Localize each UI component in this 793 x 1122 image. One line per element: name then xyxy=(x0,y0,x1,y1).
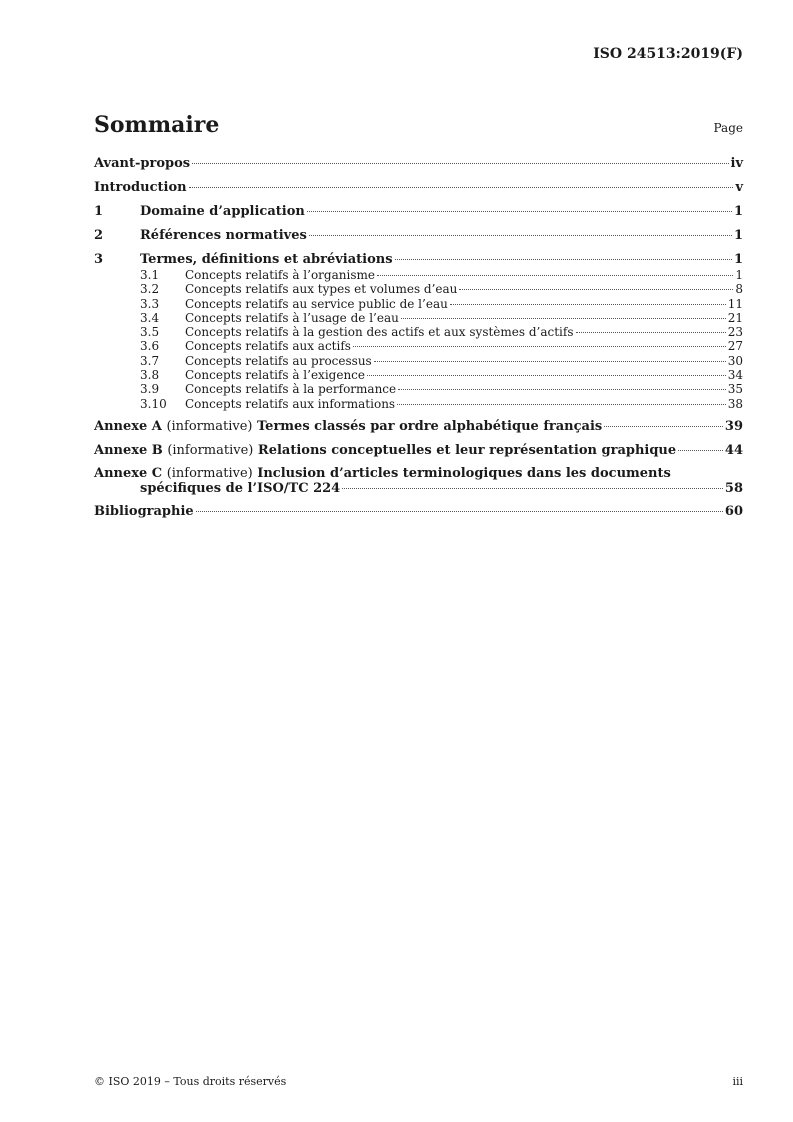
dot-leader xyxy=(374,361,726,362)
dot-leader xyxy=(192,163,728,164)
annex-kind: (informative) xyxy=(167,442,254,458)
subsection-list xyxy=(94,268,743,411)
toc-entry-number: 3 xyxy=(94,252,104,267)
annex-label xyxy=(94,442,676,459)
toc-subsection[interactable] xyxy=(94,397,743,411)
dot-leader xyxy=(342,488,723,489)
subsection-page: 23 xyxy=(727,325,743,340)
subsection-page: 21 xyxy=(727,310,743,325)
title-row xyxy=(94,112,743,138)
annex-label-line2 xyxy=(94,481,743,496)
toc-subsection[interactable] xyxy=(94,297,743,311)
dot-leader xyxy=(398,389,726,390)
dot-leader xyxy=(450,304,726,305)
toc-entry-label: Bibliographie xyxy=(94,503,194,519)
subsection-page: 1 xyxy=(735,268,743,282)
toc-entry-page: iv xyxy=(730,156,743,171)
dot-leader xyxy=(353,346,726,347)
toc-entry-scope[interactable] xyxy=(94,203,743,220)
toc-entry-label: Domaine d’application xyxy=(140,204,305,219)
table-of-contents xyxy=(94,155,743,527)
toc-entry-introduction[interactable] xyxy=(94,179,743,196)
subsection-number: 3.1 xyxy=(140,268,160,282)
toc-entry-page: 58 xyxy=(724,480,743,496)
subsection-number: 3.5 xyxy=(140,325,160,340)
dot-leader xyxy=(459,289,733,290)
dot-leader xyxy=(678,450,723,451)
toc-entry-page: 1 xyxy=(733,252,743,267)
toc-subsection[interactable] xyxy=(94,354,743,368)
toc-entry-label: Introduction xyxy=(94,180,187,195)
subsection-label: Concepts relatifs à la performance xyxy=(185,382,397,397)
subsection-number: 3.2 xyxy=(140,282,160,297)
toc-entry-page: 1 xyxy=(733,228,743,243)
toc-entry-page: 39 xyxy=(724,418,743,434)
dot-leader xyxy=(377,275,733,276)
subsection-label: Concepts relatifs aux informations xyxy=(185,396,396,411)
dot-leader xyxy=(196,511,723,512)
toc-entry-page: 60 xyxy=(724,503,743,519)
dot-leader xyxy=(397,404,726,405)
subsection-label: Concepts relatifs à l’usage de l’eau xyxy=(185,310,399,325)
page-column-label: Page xyxy=(713,121,743,135)
toc-entry-number: 2 xyxy=(94,228,104,243)
subsection-number: 3.8 xyxy=(140,368,160,383)
toc-entry-bibliography[interactable] xyxy=(94,503,743,520)
subsection-label: Concepts relatifs au processus xyxy=(185,353,372,368)
annex-prefix: Annexe C xyxy=(94,465,163,481)
toc-subsection[interactable] xyxy=(94,339,743,353)
subsection-page: 11 xyxy=(727,296,743,311)
dot-leader xyxy=(367,375,726,376)
subsection-page: 34 xyxy=(727,368,743,383)
subsection-number: 3.9 xyxy=(140,382,160,397)
toc-entry-label: Références normatives xyxy=(140,228,307,243)
subsection-label: Concepts relatifs à la gestion des actifs et aux systèmes d’actifs xyxy=(185,325,574,340)
toc-subsection[interactable] xyxy=(94,268,743,282)
dot-leader xyxy=(576,332,726,333)
toc-subsection[interactable] xyxy=(94,282,743,296)
toc-entry-foreword[interactable] xyxy=(94,155,743,172)
subsection-number: 3.3 xyxy=(140,296,160,311)
toc-entry-number: 1 xyxy=(94,204,104,219)
toc-subsection[interactable] xyxy=(94,368,743,382)
subsection-number: 3.6 xyxy=(140,339,160,354)
subsection-page: 27 xyxy=(727,339,743,354)
copyright-notice: © ISO 2019 – Tous droits réservés xyxy=(94,1075,287,1088)
annex-title-continued: spécifiques de l’ISO/TC 224 xyxy=(140,480,341,496)
toc-entry-terms[interactable] xyxy=(94,251,743,268)
subsection-page: 38 xyxy=(727,396,743,411)
toc-entry-normative-references[interactable] xyxy=(94,227,743,244)
subsection-page: 30 xyxy=(727,353,743,368)
annex-prefix: Annexe B xyxy=(94,442,163,458)
toc-subsection[interactable] xyxy=(94,311,743,325)
toc-entry-label: Avant-propos xyxy=(94,156,191,171)
annex-title: Termes classés par ordre alphabétique français xyxy=(257,418,603,434)
annex-title: Relations conceptuelles et leur représentation graphique xyxy=(257,442,677,458)
document-code: ISO 24513:2019(F) xyxy=(593,46,743,62)
subsection-number: 3.4 xyxy=(140,310,160,325)
annex-kind: (informative) xyxy=(166,465,253,481)
toc-entry-annex-b[interactable] xyxy=(94,442,743,459)
toc-entry-label: Termes, définitions et abréviations xyxy=(140,252,393,267)
toc-entry-page: v xyxy=(735,180,743,195)
subsection-label: Concepts relatifs au service public de l’eau xyxy=(185,296,448,311)
subsection-label: Concepts relatifs aux types et volumes d’eau xyxy=(185,282,458,297)
subsection-number: 3.10 xyxy=(140,396,167,411)
dot-leader xyxy=(189,187,734,188)
annex-prefix: Annexe A xyxy=(94,418,162,434)
page-footer xyxy=(94,1075,743,1088)
annex-kind: (informative) xyxy=(166,418,253,434)
toc-entry-annex-a[interactable] xyxy=(94,418,743,435)
dot-leader xyxy=(309,235,732,236)
dot-leader xyxy=(307,211,732,212)
dot-leader xyxy=(401,318,726,319)
page-number: iii xyxy=(732,1075,743,1088)
subsection-label: Concepts relatifs à l’exigence xyxy=(185,368,365,383)
annex-label xyxy=(94,418,602,435)
subsection-label: Concepts relatifs aux actifs xyxy=(185,339,351,354)
dot-leader xyxy=(604,426,723,427)
subsection-label: Concepts relatifs à l’organisme xyxy=(185,268,375,282)
subsection-page: 8 xyxy=(735,282,743,297)
toc-entry-page: 44 xyxy=(724,442,743,458)
dot-leader xyxy=(395,259,732,260)
toc-subsection[interactable] xyxy=(94,325,743,339)
subsection-number: 3.7 xyxy=(140,353,160,368)
toc-entry-annex-c[interactable] xyxy=(94,466,743,496)
annex-title: Inclusion d’articles terminologiques dans les documents xyxy=(257,465,671,481)
page-title: Sommaire xyxy=(94,112,220,138)
toc-entry-page: 1 xyxy=(733,204,743,219)
annex-label-line1 xyxy=(94,466,743,481)
subsection-page: 35 xyxy=(727,382,743,397)
toc-subsection[interactable] xyxy=(94,382,743,396)
